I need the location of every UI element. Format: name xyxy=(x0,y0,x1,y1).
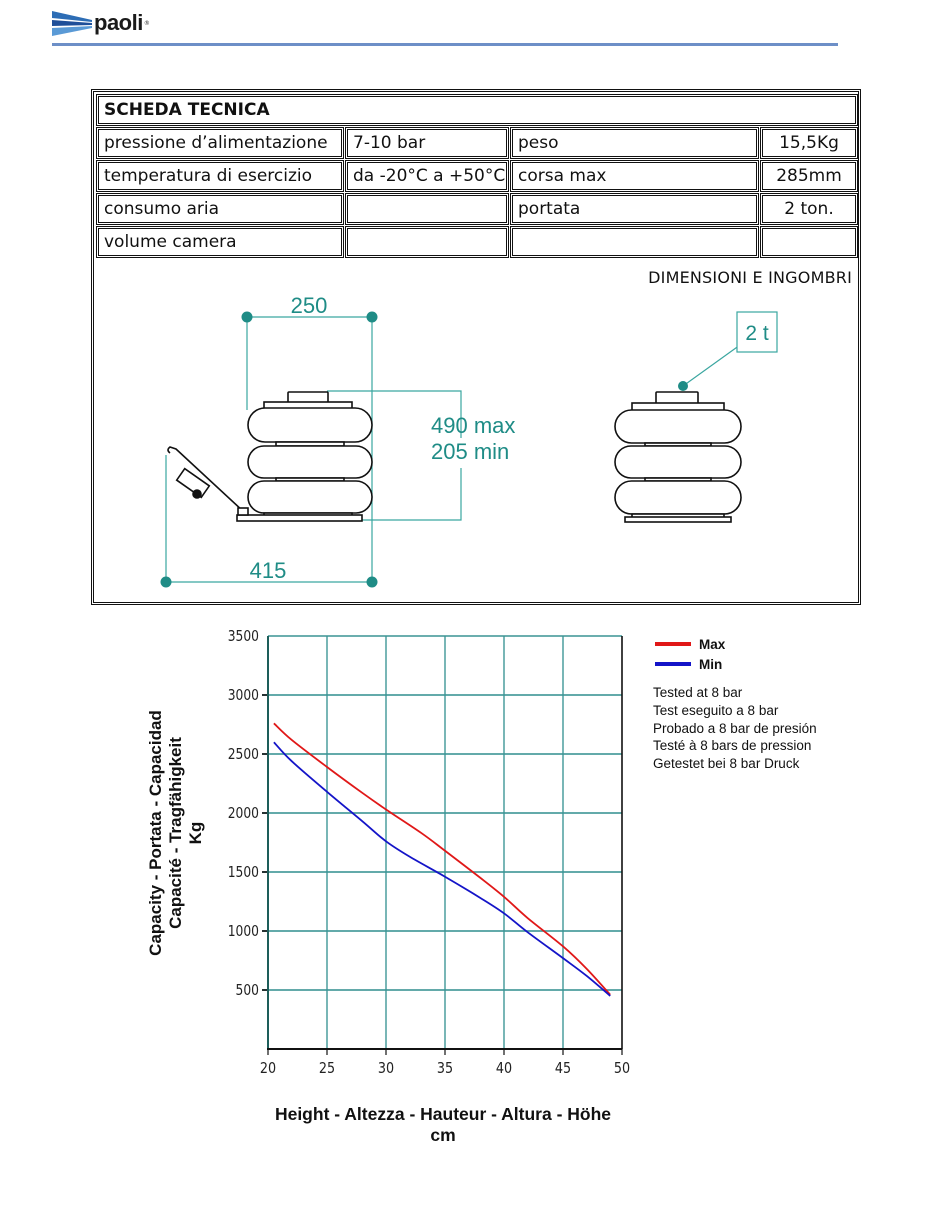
y-tick-label: 1000 xyxy=(227,922,259,941)
spec-label: corsa max xyxy=(510,160,759,192)
test-note: Getestet bei 8 bar Druck xyxy=(653,756,800,772)
y-tick-label: 3000 xyxy=(227,686,259,705)
dimensions-title: DIMENSIONI E INGOMBRI xyxy=(648,268,852,287)
spec-value: 15,5Kg xyxy=(760,127,858,159)
y-tick-label: 2000 xyxy=(227,804,259,823)
legend-swatch-min xyxy=(655,662,691,666)
test-note: Test eseguito a 8 bar xyxy=(653,702,779,718)
x-tick-label: 45 xyxy=(554,1060,572,1078)
legend-label: Max xyxy=(699,636,726,652)
legend-item-max xyxy=(655,634,725,654)
spec-label: peso xyxy=(510,127,759,159)
spec-label: temperatura di esercizio xyxy=(96,160,344,192)
legend-swatch-max xyxy=(655,642,691,646)
spec-label: portata xyxy=(510,193,759,225)
x-tick-label: 30 xyxy=(377,1060,395,1078)
series-line-max xyxy=(274,723,610,994)
height-max-label: 490 max xyxy=(431,413,516,438)
width-top-label: 250 xyxy=(290,293,328,318)
spec-label: volume camera xyxy=(96,226,344,258)
x-tick-label: 20 xyxy=(259,1060,277,1078)
trademark: ® xyxy=(143,19,150,27)
x-axis-title-line: cm xyxy=(430,1125,456,1145)
spec-value: 7-10 bar xyxy=(345,127,509,159)
y-axis-title-line: Kg xyxy=(186,821,205,845)
y-axis-title-line: Capacity - Portata - Capacidad xyxy=(146,710,165,956)
series-line-min xyxy=(274,742,610,996)
chart-legend xyxy=(655,634,725,674)
legend-label: Min xyxy=(699,656,723,672)
y-axis-title xyxy=(136,688,216,978)
test-note: Testé à 8 bars de pression xyxy=(653,738,812,754)
x-tick-label: 40 xyxy=(495,1060,513,1078)
spec-value: da -20°C a +50°C xyxy=(345,160,509,192)
brand-name: paoli xyxy=(94,10,143,35)
x-tick-label: 25 xyxy=(318,1060,336,1078)
y-tick-label: 2500 xyxy=(227,745,259,764)
spec-label: consumo aria xyxy=(96,193,344,225)
spec-label: pressione d’alimentazione xyxy=(96,127,344,159)
y-tick-label: 500 xyxy=(235,981,259,1000)
x-tick-label: 35 xyxy=(436,1060,454,1078)
x-tick-label: 50 xyxy=(613,1060,631,1078)
x-axis-title xyxy=(240,1104,646,1146)
capacity-tag-label: 2 t xyxy=(745,322,769,345)
height-min-label: 205 min xyxy=(431,439,510,464)
y-tick-label: 3500 xyxy=(227,627,259,646)
test-notes xyxy=(653,684,817,773)
spec-sheet-title: SCHEDA TECNICA xyxy=(96,94,858,126)
y-tick-label: 1500 xyxy=(227,863,259,882)
test-note: Probado a 8 bar de presión xyxy=(653,720,817,736)
test-note: Tested at 8 bar xyxy=(653,685,743,700)
x-axis-title-line: Height - Altezza - Hauteur - Altura - Höhe xyxy=(274,1104,612,1124)
legend-item-min xyxy=(655,654,725,674)
spec-value: 2 ton. xyxy=(760,193,858,225)
width-bottom-label: 415 xyxy=(249,558,287,583)
y-axis-title-line: Capacité - Tragfähigkeit xyxy=(166,737,185,929)
spec-value: 285mm xyxy=(760,160,858,192)
